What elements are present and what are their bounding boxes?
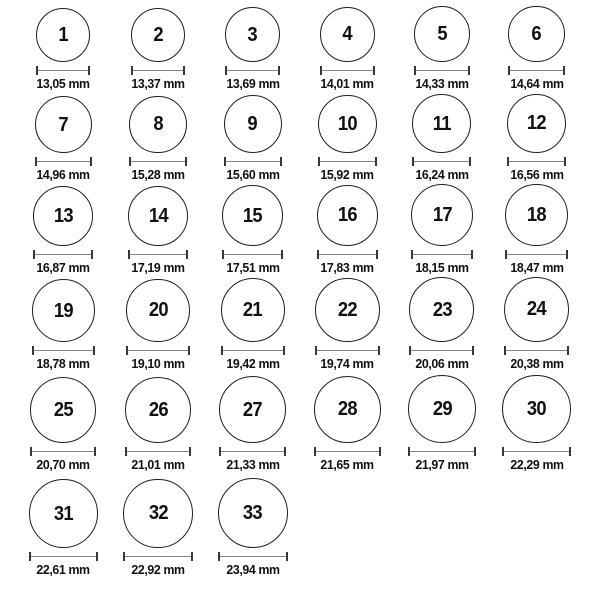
measure-line-icon	[223, 350, 283, 352]
diameter-measure	[30, 447, 96, 456]
measure-line-icon	[316, 451, 380, 453]
ring-diameter-label: 15,92 mm	[320, 167, 374, 183]
ring-size-number: 5	[437, 23, 447, 46]
diameter-measure	[317, 250, 379, 259]
measure-line-icon	[322, 70, 374, 72]
ring-circle	[502, 375, 571, 444]
ring-circle	[411, 184, 473, 246]
ring-size-item	[33, 186, 93, 276]
measure-line-icon	[31, 556, 96, 558]
measure-tick-right-icon	[94, 447, 96, 456]
ring-size-number: 24	[527, 298, 547, 321]
diameter-measure	[508, 66, 565, 75]
diameter-measure	[224, 157, 282, 166]
ring-circle	[221, 278, 285, 342]
ring-diameter-label: 17,83 mm	[320, 260, 374, 276]
ring-circle	[314, 376, 382, 444]
ring-size-item	[29, 479, 98, 578]
measure-line-icon	[416, 70, 468, 72]
diameter-measure	[126, 346, 190, 355]
ring-circle	[317, 185, 379, 247]
ring-size-item	[129, 96, 187, 183]
diameter-measure	[320, 66, 376, 75]
ring-size-item	[222, 185, 283, 276]
ring-size-number: 15	[243, 204, 263, 227]
ring-size-number: 4	[342, 23, 353, 46]
ring-size-number: 16	[337, 204, 357, 227]
measure-tick-right-icon	[278, 66, 280, 75]
diameter-measure	[502, 447, 571, 456]
ring-size-number: 12	[527, 112, 547, 135]
ring-size-item	[32, 279, 95, 372]
measure-tick-right-icon	[376, 250, 378, 259]
diameter-measure	[318, 157, 377, 166]
measure-tick-right-icon	[96, 552, 98, 561]
ring-size-number: 14	[148, 204, 168, 227]
diameter-measure	[129, 157, 187, 166]
ring-size-item	[219, 376, 286, 473]
ring-size-item	[411, 184, 473, 276]
ring-circle	[131, 8, 186, 63]
measure-line-icon	[35, 254, 91, 256]
ring-size-number: 2	[153, 23, 163, 46]
ring-circle	[35, 96, 92, 153]
diameter-measure	[125, 447, 192, 456]
diameter-measure	[414, 66, 470, 75]
ring-size-number: 17	[432, 204, 452, 227]
ring-size-number: 7	[58, 113, 69, 136]
measure-line-icon	[221, 451, 284, 453]
ring-diameter-label: 19,42 mm	[226, 356, 280, 372]
ring-size-item	[318, 95, 377, 183]
measure-line-icon	[133, 70, 184, 72]
ring-circle	[126, 279, 190, 343]
diameter-measure	[225, 66, 280, 75]
ring-diameter-label: 16,24 mm	[415, 167, 469, 183]
ring-size-number: 33	[243, 502, 263, 525]
ring-size-number: 22	[337, 298, 357, 321]
measure-line-icon	[509, 161, 565, 163]
ring-circle	[219, 376, 286, 443]
ring-circle	[125, 377, 192, 444]
diameter-measure	[36, 66, 90, 75]
ring-size-number: 23	[432, 298, 452, 321]
ring-circle	[320, 7, 376, 63]
ring-size-item	[408, 375, 476, 473]
diameter-measure	[504, 346, 570, 355]
ring-diameter-label: 13,05 mm	[36, 76, 90, 92]
measure-tick-right-icon	[567, 346, 569, 355]
ring-size-item	[319, 7, 375, 92]
measure-tick-right-icon	[375, 157, 377, 166]
ring-diameter-label: 15,28 mm	[131, 167, 185, 183]
ring-size-item	[218, 478, 288, 578]
measure-tick-right-icon	[91, 250, 93, 259]
measure-line-icon	[127, 451, 190, 453]
ring-circle	[222, 185, 283, 246]
ring-circle	[508, 6, 565, 63]
measure-tick-right-icon	[471, 250, 473, 259]
ring-size-number: 13	[53, 205, 73, 228]
measure-line-icon	[34, 350, 93, 352]
ring-circle	[504, 277, 570, 343]
ring-size-item	[123, 479, 193, 578]
ring-size-number: 21	[243, 299, 263, 322]
ring-circle	[224, 95, 282, 153]
ring-circle	[408, 375, 476, 443]
ring-circle	[505, 184, 568, 247]
ring-diameter-label: 18,15 mm	[415, 260, 469, 276]
diameter-measure	[314, 447, 382, 456]
measure-line-icon	[504, 451, 569, 453]
measure-tick-right-icon	[564, 157, 566, 166]
measure-line-icon	[125, 556, 191, 558]
ring-circle	[414, 6, 470, 62]
ring-size-item	[409, 277, 474, 372]
diameter-measure	[131, 66, 186, 75]
ring-size-item	[504, 277, 570, 372]
measure-tick-right-icon	[569, 447, 571, 456]
ring-size-item	[502, 375, 571, 473]
measure-tick-right-icon	[563, 66, 565, 75]
measure-line-icon	[317, 350, 378, 352]
measure-tick-right-icon	[373, 66, 375, 75]
diameter-measure	[32, 346, 95, 355]
ring-diameter-label: 13,69 mm	[226, 76, 280, 92]
ring-circle	[412, 94, 471, 153]
ring-diameter-label: 17,51 mm	[226, 260, 280, 276]
ring-size-item	[30, 377, 96, 473]
ring-circle	[32, 279, 95, 342]
measure-line-icon	[37, 161, 90, 163]
ring-size-item	[130, 8, 186, 92]
measure-line-icon	[226, 161, 280, 163]
ring-circle	[218, 478, 288, 548]
ring-size-number: 8	[153, 113, 163, 136]
ring-diameter-label: 18,78 mm	[36, 356, 90, 372]
ring-diameter-label: 14,01 mm	[320, 76, 374, 92]
ring-diameter-label: 20,70 mm	[36, 457, 90, 473]
ring-size-item	[128, 186, 189, 276]
measure-tick-right-icon	[379, 447, 381, 456]
measure-tick-right-icon	[186, 250, 188, 259]
diameter-measure	[35, 157, 92, 166]
ring-diameter-label: 16,87 mm	[36, 260, 90, 276]
ring-circle	[225, 7, 280, 62]
ring-diameter-label: 20,06 mm	[415, 356, 469, 372]
diameter-measure	[507, 157, 567, 166]
ring-size-item	[317, 185, 379, 276]
ring-size-number: 9	[247, 113, 258, 136]
ring-diameter-label: 20,38 mm	[510, 356, 564, 372]
ring-diameter-label: 14,96 mm	[36, 167, 90, 183]
ring-circle	[315, 278, 380, 343]
ring-diameter-label: 14,33 mm	[415, 76, 469, 92]
measure-line-icon	[32, 451, 94, 453]
ring-size-item	[314, 376, 382, 473]
diameter-measure	[409, 346, 474, 355]
measure-tick-right-icon	[185, 157, 187, 166]
diameter-measure	[222, 250, 283, 259]
ring-circle	[33, 186, 93, 246]
ring-diameter-label: 13,37 mm	[131, 76, 185, 92]
ring-circle	[30, 377, 96, 443]
diameter-measure	[505, 250, 568, 259]
ring-size-number: 18	[527, 203, 547, 226]
diameter-measure	[218, 552, 288, 561]
diameter-measure	[29, 552, 98, 561]
measure-tick-right-icon	[468, 66, 470, 75]
ring-size-item	[224, 95, 282, 183]
measure-line-icon	[510, 70, 563, 72]
diameter-measure	[219, 447, 286, 456]
ring-circle	[129, 96, 187, 154]
diameter-measure	[33, 250, 93, 259]
ring-diameter-label: 23,94 mm	[226, 562, 280, 578]
measure-tick-right-icon	[189, 447, 191, 456]
ring-diameter-label: 21,01 mm	[131, 457, 185, 473]
measure-tick-right-icon	[283, 346, 285, 355]
ring-circle	[318, 95, 377, 154]
measure-tick-right-icon	[90, 157, 92, 166]
ring-size-number: 27	[243, 398, 263, 421]
measure-tick-right-icon	[474, 447, 476, 456]
ring-diameter-label: 14,64 mm	[510, 76, 564, 92]
measure-tick-right-icon	[378, 346, 380, 355]
measure-line-icon	[128, 350, 188, 352]
measure-tick-right-icon	[286, 552, 288, 561]
measure-line-icon	[507, 254, 566, 256]
ring-size-number: 32	[148, 502, 168, 525]
diameter-measure	[123, 552, 193, 561]
ring-size-item	[125, 377, 192, 473]
ring-size-item	[507, 94, 567, 183]
ring-size-item	[225, 7, 281, 92]
ring-size-number: 6	[531, 22, 542, 45]
ring-diameter-label: 22,92 mm	[131, 562, 185, 578]
ring-size-number: 28	[337, 398, 357, 421]
ring-diameter-label: 21,65 mm	[320, 457, 374, 473]
measure-tick-right-icon	[88, 66, 90, 75]
ring-diameter-label: 19,10 mm	[131, 356, 185, 372]
ring-size-number: 20	[148, 299, 168, 322]
ring-diameter-label: 18,47 mm	[510, 260, 564, 276]
ring-size-item	[221, 278, 285, 372]
ring-circle	[507, 94, 567, 154]
ring-size-number: 30	[527, 397, 547, 420]
measure-tick-right-icon	[281, 250, 283, 259]
diameter-measure	[315, 346, 380, 355]
measure-tick-right-icon	[188, 346, 190, 355]
measure-line-icon	[414, 161, 469, 163]
ring-size-number: 10	[337, 112, 357, 135]
measure-line-icon	[227, 70, 278, 72]
ring-size-number: 11	[432, 112, 451, 135]
ring-size-number: 31	[53, 502, 73, 525]
ring-diameter-label: 21,97 mm	[415, 457, 469, 473]
ring-diameter-label: 17,19 mm	[131, 260, 185, 276]
ring-diameter-label: 19,74 mm	[320, 356, 374, 372]
ring-diameter-label: 16,56 mm	[510, 167, 564, 183]
measure-tick-right-icon	[284, 447, 286, 456]
ring-diameter-label: 21,33 mm	[226, 457, 280, 473]
measure-line-icon	[131, 161, 185, 163]
ring-size-item	[414, 6, 470, 92]
ring-size-item	[315, 278, 380, 372]
ring-size-item	[412, 94, 471, 183]
measure-line-icon	[319, 254, 377, 256]
diameter-measure	[221, 346, 285, 355]
measure-tick-right-icon	[472, 346, 474, 355]
measure-tick-right-icon	[93, 346, 95, 355]
measure-line-icon	[411, 350, 472, 352]
ring-size-item	[508, 6, 565, 92]
ring-size-number: 26	[148, 398, 168, 421]
measure-line-icon	[130, 254, 187, 256]
ring-circle	[36, 8, 90, 62]
diameter-measure	[411, 250, 473, 259]
ring-diameter-label: 22,61 mm	[36, 562, 90, 578]
ring-size-item	[35, 96, 92, 183]
ring-size-item	[35, 8, 91, 92]
ring-size-number: 1	[58, 24, 69, 47]
measure-tick-right-icon	[191, 552, 193, 561]
measure-tick-right-icon	[183, 66, 185, 75]
ring-diameter-label: 22,29 mm	[510, 457, 564, 473]
measure-line-icon	[38, 70, 88, 72]
ring-circle	[29, 479, 98, 548]
measure-line-icon	[410, 451, 474, 453]
measure-tick-right-icon	[469, 157, 471, 166]
ring-size-number: 3	[247, 23, 258, 46]
ring-size-item	[505, 184, 568, 276]
ring-size-number: 29	[432, 398, 452, 421]
diameter-measure	[408, 447, 476, 456]
ring-circle	[123, 479, 193, 549]
measure-tick-right-icon	[566, 250, 568, 259]
diameter-measure	[128, 250, 189, 259]
measure-line-icon	[413, 254, 471, 256]
measure-line-icon	[320, 161, 375, 163]
measure-line-icon	[224, 254, 281, 256]
measure-tick-right-icon	[280, 157, 282, 166]
ring-circle	[128, 186, 189, 247]
ring-size-number: 19	[53, 299, 73, 322]
ring-circle	[409, 277, 474, 342]
measure-line-icon	[220, 556, 286, 558]
ring-size-number: 25	[53, 399, 73, 422]
measure-line-icon	[506, 350, 568, 352]
ring-diameter-label: 15,60 mm	[226, 167, 280, 183]
diameter-measure	[412, 157, 471, 166]
ring-size-item	[126, 279, 190, 372]
